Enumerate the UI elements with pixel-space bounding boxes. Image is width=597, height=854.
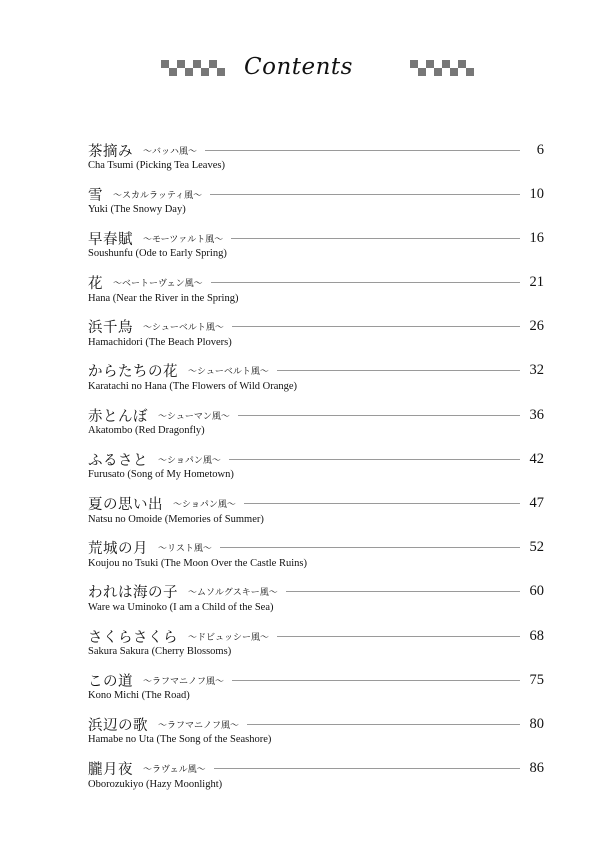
toc-entry[interactable] <box>88 361 544 405</box>
toc-entry-page-number: 80 <box>529 715 544 732</box>
toc-entry-english-title: Cha Tsumi (Picking Tea Leaves) <box>88 160 225 171</box>
toc-entry-header <box>88 273 544 293</box>
checker-square <box>426 60 434 68</box>
table-of-contents <box>88 140 544 803</box>
toc-entry[interactable] <box>88 538 544 582</box>
toc-entry-english-title: Hana (Near the River in the Spring) <box>88 292 239 304</box>
toc-entry-english-title: Karatachi no Hana (The Flowers of Wild Orange) <box>88 380 298 392</box>
toc-entry-japanese-title: 花 <box>88 276 103 293</box>
toc-entry[interactable] <box>88 626 544 670</box>
checker-square <box>410 60 418 68</box>
toc-entry-header <box>88 670 544 690</box>
toc-entry-header <box>88 626 544 646</box>
toc-entry-style-note: ～バッハ風～ <box>143 146 198 157</box>
checker-square <box>450 68 458 76</box>
toc-entry-style-note: ～シューベルト風～ <box>188 367 269 378</box>
toc-entry-japanese-title: 夏の思い出 <box>88 497 163 513</box>
toc-entry-style-note: ～シューベルト風～ <box>143 323 224 334</box>
toc-entry-header <box>88 759 544 779</box>
toc-entry-header <box>88 228 544 248</box>
toc-entry-japanese-title: 浜千鳥 <box>88 320 133 337</box>
toc-entry-japanese-title: 朧月夜 <box>88 762 133 779</box>
toc-entry-english-title: Hamachidori (The Beach Plovers) <box>88 336 232 348</box>
toc-entry[interactable] <box>88 228 544 272</box>
toc-entry-page-number: 32 <box>529 362 544 379</box>
toc-entry-japanese-title: 浜辺の歌 <box>88 717 148 734</box>
checker-ornament-right <box>410 60 474 76</box>
toc-entry-page-number: 16 <box>529 229 544 246</box>
toc-entry[interactable] <box>88 670 544 714</box>
toc-leader-line <box>211 282 520 283</box>
toc-leader-line <box>277 636 520 637</box>
toc-entry[interactable] <box>88 494 544 538</box>
toc-entry-japanese-title: 茶摘み <box>88 143 133 160</box>
checker-square <box>434 68 442 76</box>
toc-entry[interactable] <box>88 582 544 626</box>
toc-entry-style-note: ～ベートーヴェン風～ <box>113 279 203 290</box>
toc-entry-header <box>88 140 544 160</box>
toc-leader-line <box>232 326 520 327</box>
toc-entry-english-title: Kono Michi (The Road) <box>88 690 190 702</box>
toc-entry-japanese-title: 雪 <box>88 187 103 204</box>
toc-entry-style-note: ～ラフマニノフ風～ <box>143 676 225 687</box>
toc-entry-english-title: Hamabe no Uta (The Song of the Seashore) <box>88 734 272 746</box>
toc-entry-page-number: 21 <box>529 274 544 291</box>
toc-leader-line <box>229 459 520 460</box>
toc-leader-line <box>220 547 520 548</box>
toc-entry-header <box>88 361 544 381</box>
toc-entry-header <box>88 184 544 204</box>
toc-entry-header <box>88 405 544 425</box>
toc-leader-line <box>205 150 520 151</box>
toc-entry[interactable] <box>88 140 544 184</box>
toc-entry-style-note: ～モーツァルト風～ <box>143 234 224 245</box>
toc-leader-line <box>247 724 520 725</box>
toc-entry-japanese-title: この道 <box>88 673 133 690</box>
toc-leader-line <box>214 768 520 769</box>
toc-entry[interactable] <box>88 273 544 317</box>
toc-leader-line <box>277 370 520 371</box>
toc-entry-page-number: 10 <box>529 185 544 202</box>
toc-entry-style-note: ～ラヴェル風～ <box>143 765 206 776</box>
toc-entry-japanese-title: 赤とんぼ <box>88 408 148 425</box>
toc-entry-english-title: Koujou no Tsuki (The Moon Over the Castle Ruins) <box>88 557 307 569</box>
toc-leader-line <box>286 591 520 592</box>
toc-entry[interactable] <box>88 449 544 493</box>
toc-entry-page-number: 6 <box>536 141 544 158</box>
toc-leader-line <box>232 680 520 681</box>
toc-entry-page-number: 26 <box>529 318 544 335</box>
toc-entry-style-note: ～リスト風～ <box>158 544 212 555</box>
toc-entry-style-note: ～ムソルグスキー風～ <box>188 588 278 599</box>
toc-leader-line <box>210 194 520 195</box>
toc-entry-page-number: 36 <box>529 406 544 423</box>
toc-entry[interactable] <box>88 317 544 361</box>
toc-leader-line <box>244 503 520 504</box>
toc-entry-page-number: 86 <box>529 760 544 777</box>
toc-entry-header <box>88 582 544 602</box>
toc-entry-style-note: ～スカルラッティ風～ <box>113 190 203 201</box>
toc-entry-english-title: Sakura Sakura (Cherry Blossoms) <box>88 646 232 658</box>
checker-square <box>458 60 466 68</box>
toc-entry-header <box>88 494 544 514</box>
toc-entry-style-note: ～ラフマニノフ風～ <box>158 720 240 731</box>
toc-entry-header <box>88 538 544 558</box>
checker-square <box>418 68 426 76</box>
toc-entry-japanese-title: 荒城の月 <box>88 541 148 558</box>
toc-entry-header <box>88 449 544 469</box>
toc-entry-english-title: Yuki (The Snowy Day) <box>88 204 186 216</box>
toc-entry-style-note: ～ドビュッシー風～ <box>188 632 270 643</box>
toc-entry-page-number: 52 <box>529 539 544 556</box>
contents-header <box>0 52 597 92</box>
toc-entry-header <box>88 317 544 337</box>
toc-entry-english-title: Oborozukiyo (Hazy Moonlight) <box>88 778 223 790</box>
toc-entry-japanese-title: からたちの花 <box>88 364 178 381</box>
toc-entry-english-title: Akatombo (Red Dragonfly) <box>88 425 205 437</box>
toc-entry[interactable] <box>88 405 544 449</box>
toc-entry-english-title: Natsu no Omoide (Memories of Summer) <box>88 513 264 525</box>
toc-entry-page-number: 42 <box>529 450 544 467</box>
toc-entry[interactable] <box>88 714 544 758</box>
toc-entry-page-number: 75 <box>529 671 544 688</box>
toc-leader-line <box>238 415 520 416</box>
toc-entry-japanese-title: さくらさくら <box>88 629 178 646</box>
toc-entry-page-number: 68 <box>529 627 544 644</box>
toc-entry-page-number: 47 <box>529 495 544 511</box>
toc-entry-english-title: Soushunfu (Ode to Early Spring) <box>88 248 227 260</box>
toc-entry-style-note: ～シューマン風～ <box>158 411 230 422</box>
toc-entry-style-note: ～ショパン風～ <box>158 455 221 466</box>
toc-entry-page-number: 60 <box>529 583 544 600</box>
checker-square <box>442 60 450 68</box>
toc-leader-line <box>231 238 520 239</box>
toc-entry[interactable] <box>88 184 544 228</box>
toc-entry-japanese-title: ふるさと <box>88 452 148 469</box>
toc-entry[interactable] <box>88 759 544 803</box>
toc-entry-english-title: Furusato (Song of My Hometown) <box>88 469 234 481</box>
toc-entry-japanese-title: 早春賦 <box>88 231 133 248</box>
page-title: Contents <box>244 54 353 80</box>
toc-entry-english-title: Ware wa Uminoko (I am a Child of the Sea) <box>88 601 274 613</box>
toc-entry-style-note: ～ショパン風～ <box>173 500 236 510</box>
toc-entry-header <box>88 714 544 734</box>
checker-square <box>466 68 474 76</box>
toc-entry-japanese-title: われは海の子 <box>88 585 178 602</box>
